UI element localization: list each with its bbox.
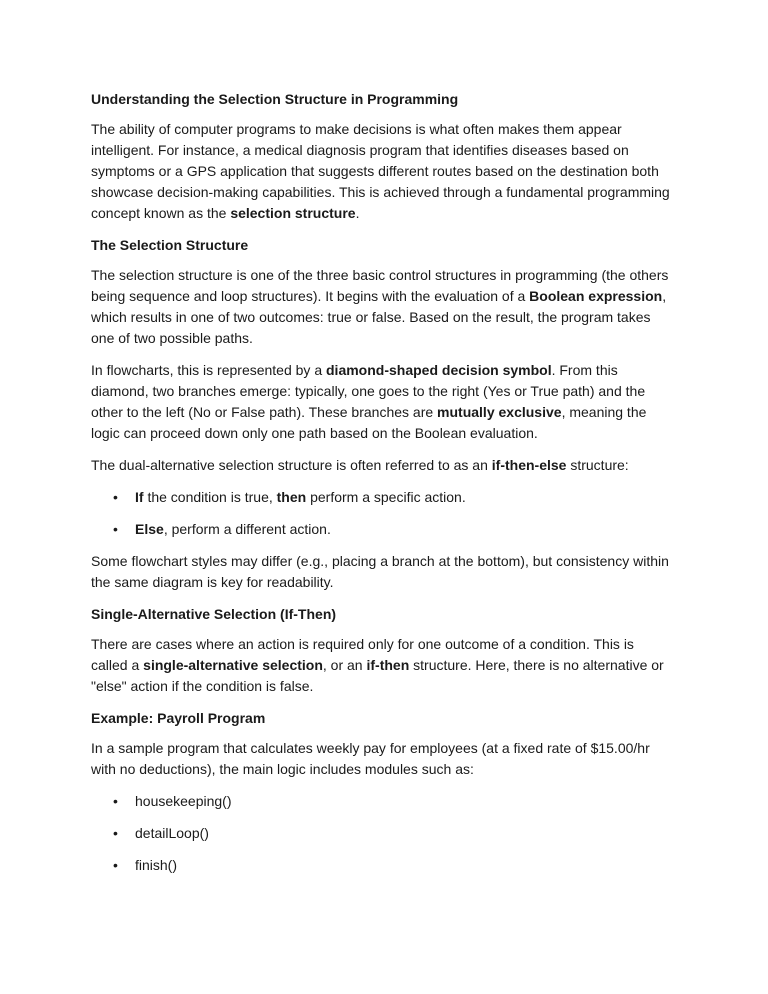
selection-paragraph-4: Some flowchart styles may differ (e.g., placing a branch at the bottom), but consistency within the same diagram is key for readability. bbox=[91, 553, 669, 590]
text-run: The selection structure is one of the three basic control structures in programming (the others being sequence and loop structures). It begins with the evaluation of a bbox=[91, 267, 669, 304]
selection-paragraph-2 bbox=[91, 360, 672, 444]
bold-term-if-then: if-then bbox=[366, 657, 410, 673]
bullet-icon: • bbox=[113, 521, 118, 537]
section-heading-payroll-example: Example: Payroll Program bbox=[91, 710, 266, 726]
text-run: structure. Here, there is no alternative or "else" action if the condition is false. bbox=[91, 657, 664, 694]
text-run: the condition is true, bbox=[143, 489, 277, 505]
module-name: finish() bbox=[135, 857, 178, 873]
section-heading-single-alternative: Single-Alternative Selection (If-Then) bbox=[91, 606, 337, 622]
text-run: There are cases where an action is required only for one outcome of a condition. This is called a bbox=[91, 636, 634, 673]
bold-term-diamond: diamond-shaped decision symbol bbox=[326, 362, 552, 378]
text-run: perform a specific action. bbox=[306, 489, 466, 505]
text-run: , perform a different action. bbox=[163, 521, 331, 537]
intro-paragraph bbox=[91, 119, 672, 224]
bold-keyword-else: Else bbox=[135, 521, 164, 537]
list-item bbox=[91, 823, 672, 844]
bold-term-boolean: Boolean expression bbox=[529, 288, 663, 304]
section-heading-selection-structure: The Selection Structure bbox=[91, 237, 249, 253]
if-else-bullet-list bbox=[91, 487, 672, 540]
bullet-icon: • bbox=[113, 857, 118, 873]
module-name: detailLoop() bbox=[135, 825, 209, 841]
text-run: , or an bbox=[322, 657, 367, 673]
intro-bold-term: selection structure bbox=[230, 205, 356, 221]
text-run: In flowcharts, this is represented by a bbox=[91, 362, 326, 378]
bold-term-single-alternative: single-alternative selection bbox=[143, 657, 323, 673]
bold-term-if-then-else: if-then-else bbox=[491, 457, 567, 473]
list-item bbox=[91, 519, 672, 540]
intro-text: The ability of computer programs to make decisions is what often makes them appear intelligent. For instance, a medical diagnosis program that identifies diseases based on symptoms or a GPS application that suggests different routes based on the destination both showcase decision-making capabilities. This is achieved through a fundamental programming concept known as the bbox=[91, 121, 670, 221]
module-name: housekeeping() bbox=[135, 793, 232, 809]
bold-keyword-if: If bbox=[135, 489, 144, 505]
text-run: structure: bbox=[566, 457, 629, 473]
bold-term-mutually-exclusive: mutually exclusive bbox=[437, 404, 562, 420]
document-title: Understanding the Selection Structure in Programming bbox=[91, 91, 459, 107]
text-run: , meaning the logic can proceed down only one path based on the Boolean evaluation. bbox=[91, 404, 647, 441]
bold-keyword-then: then bbox=[276, 489, 307, 505]
bullet-icon: • bbox=[113, 825, 118, 841]
list-item bbox=[91, 487, 672, 508]
selection-paragraph-1 bbox=[91, 265, 672, 349]
bullet-icon: • bbox=[113, 489, 118, 505]
list-item bbox=[91, 855, 672, 876]
text-run: , which results in one of two outcomes: true or false. Based on the result, the program takes one of two possible paths. bbox=[91, 288, 667, 346]
modules-bullet-list bbox=[91, 791, 672, 876]
text-run: The dual-alternative selection structure is often referred to as an bbox=[91, 457, 492, 473]
list-item bbox=[91, 791, 672, 812]
selection-paragraph-3 bbox=[91, 455, 672, 476]
text-run: . From this diamond, two branches emerge: typically, one goes to the right (Yes or True path) and the other to the left (No or False path). These branches are bbox=[91, 362, 646, 420]
single-alternative-paragraph bbox=[91, 634, 672, 697]
bullet-icon: • bbox=[113, 793, 118, 809]
payroll-paragraph: In a sample program that calculates weekly pay for employees (at a fixed rate of $15.00/hr with no deductions), the main logic includes modules such as: bbox=[91, 740, 650, 777]
intro-end: . bbox=[355, 205, 360, 221]
